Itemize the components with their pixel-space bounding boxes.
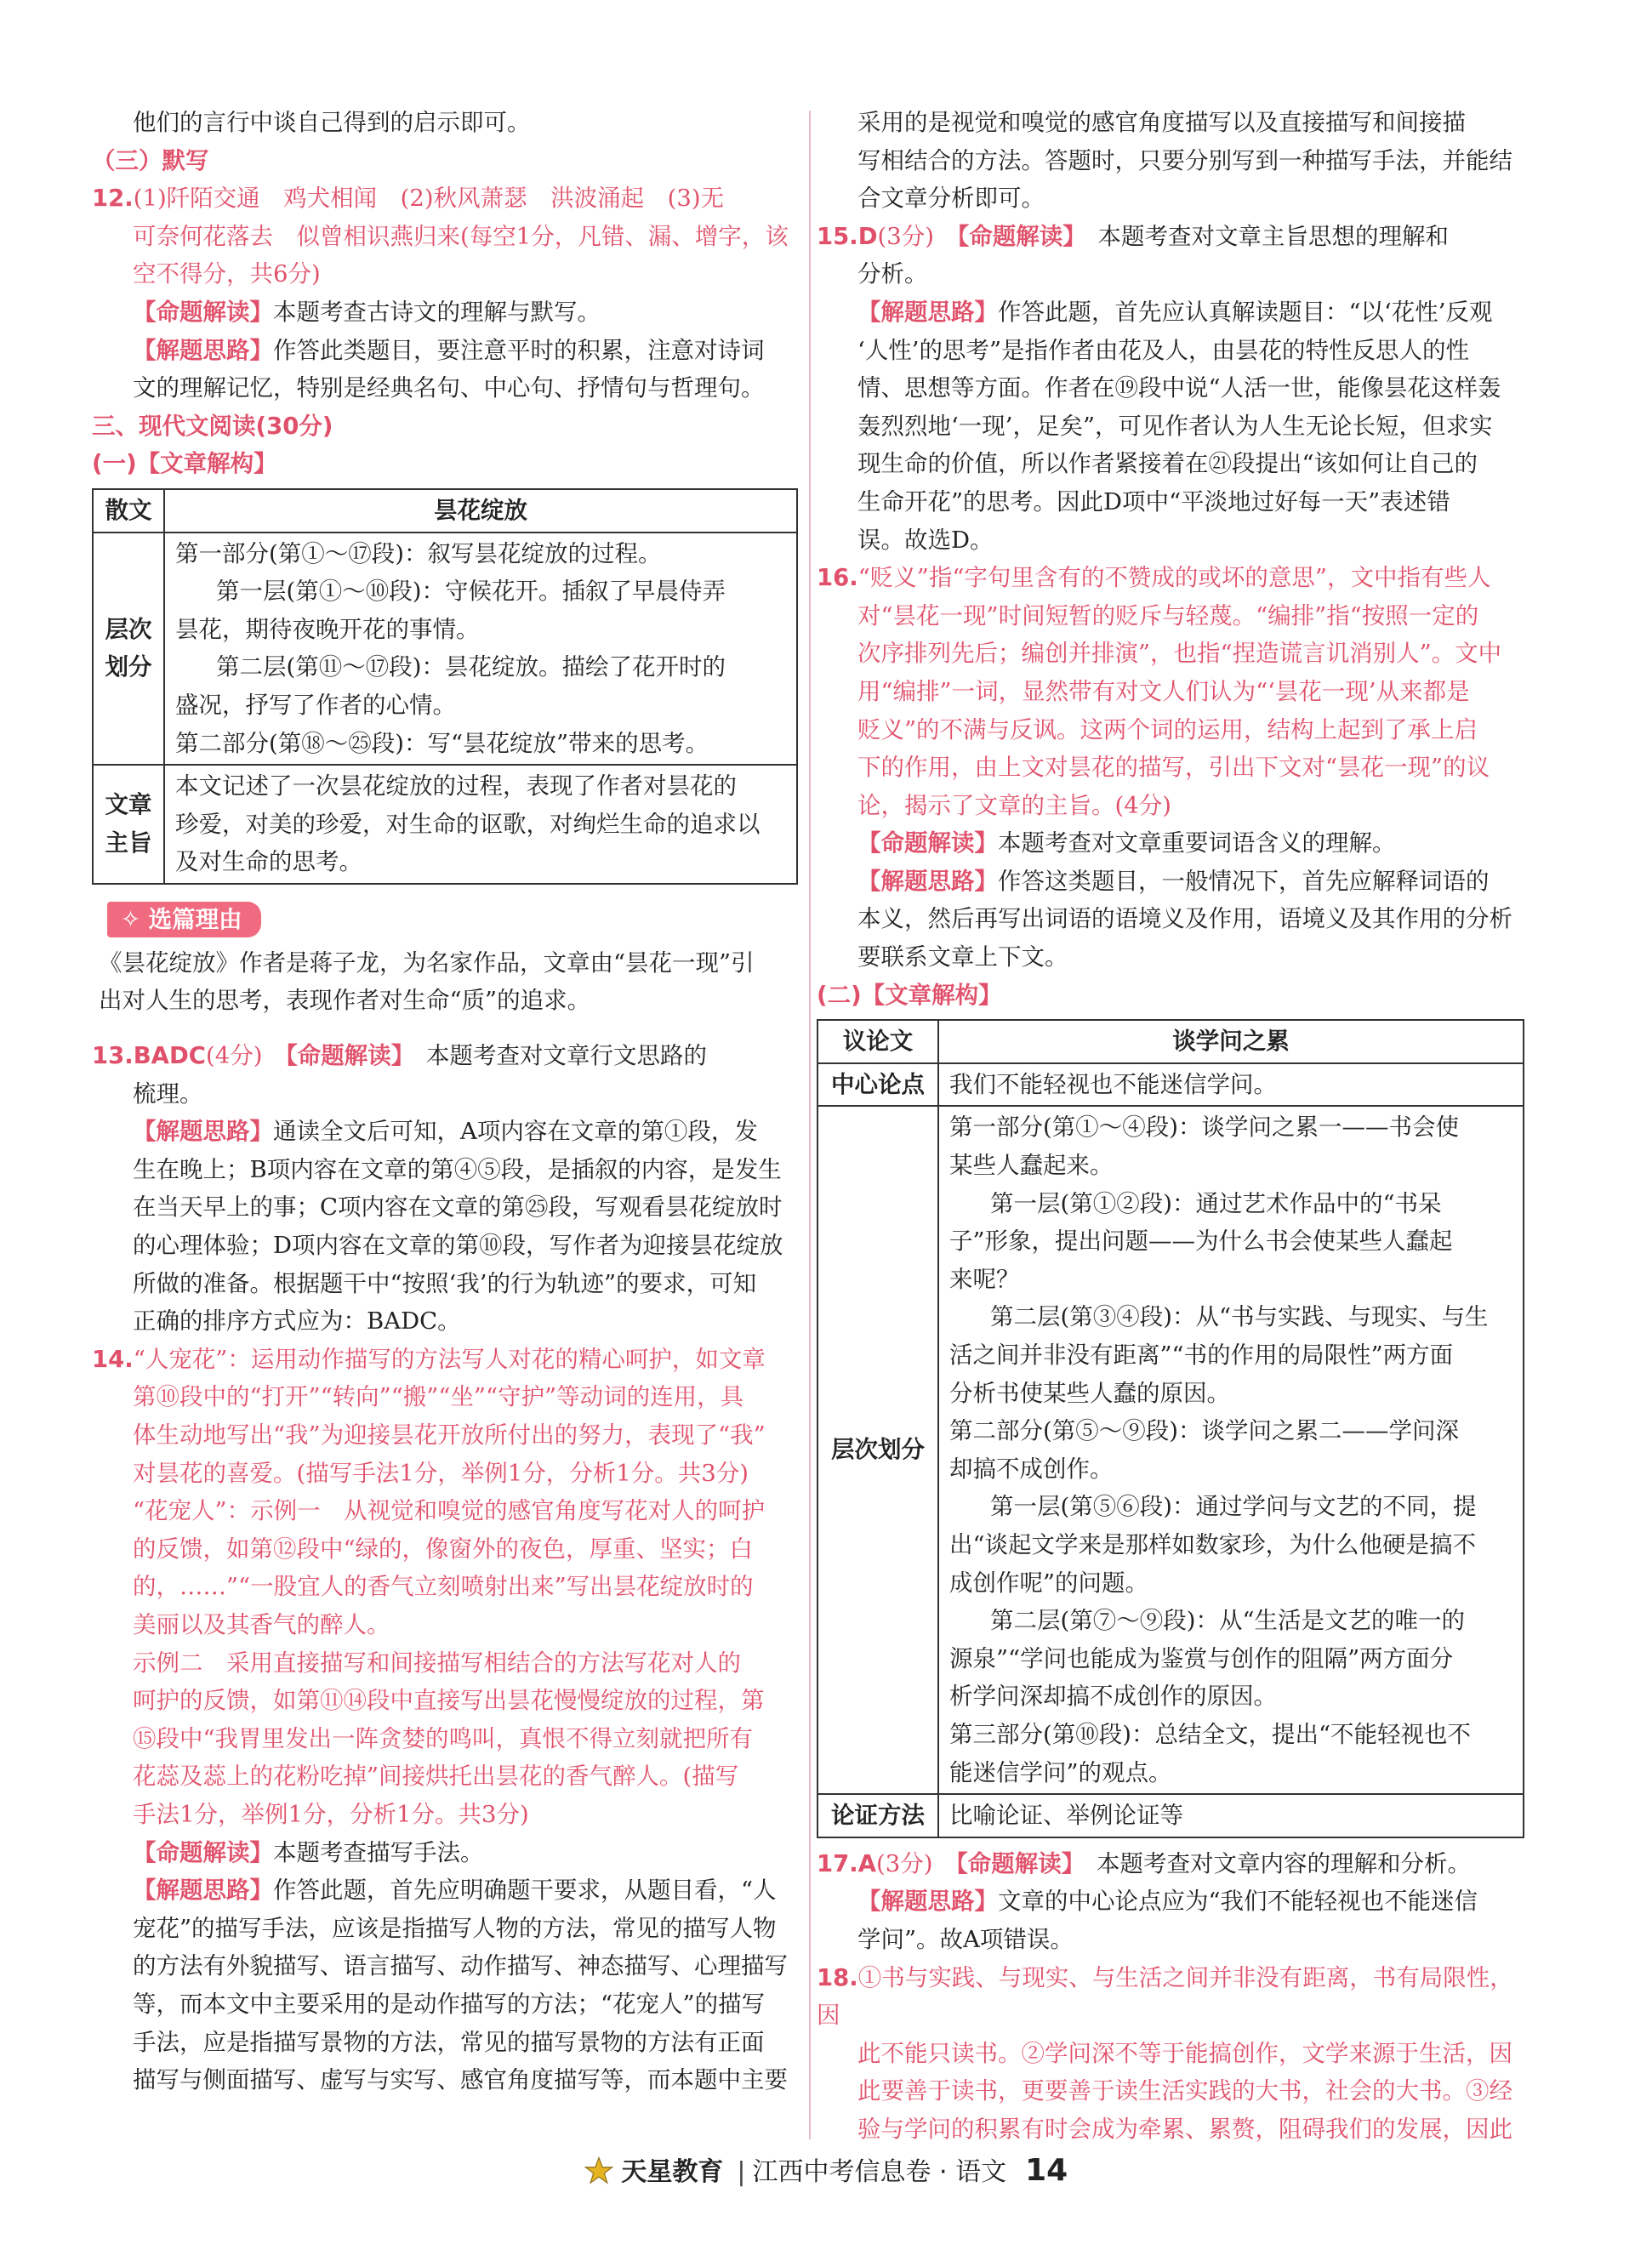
table2-line: 第二部分(第⑤～⑨段)：谈学问之累二——学问深	[949, 1417, 1459, 1445]
table1-line: 盛况，抒写了作者的心情。	[175, 691, 456, 719]
q15-s2: ‘人性’的思考”是指作者由花及人，由昙花的特性反思人的性	[857, 336, 1470, 364]
reason-line-b: 出对人生的思考，表现作者对生命“质”的追求。	[99, 987, 591, 1015]
q13-s6: 正确的排序方式应为：BADC。	[133, 1307, 461, 1336]
q17-s2: 学问”。故A项错误。	[857, 1925, 1074, 1953]
q14-a1: “人宠花”：运用动作描写的方法写人对花的精心呵护，如文章	[133, 1345, 766, 1373]
table1-row1-content	[164, 533, 797, 766]
q14-s6: 描写与侧面描写、虚写与实写、感官角度描写等，而本题中主要	[133, 2066, 788, 2094]
q15-jiedu-b: 分析。	[857, 260, 928, 288]
q13-s4: 的心理体验；D项内容在文章的第⑩段，写作者为迎接昙花绽放	[133, 1232, 783, 1260]
q16-a7: 论，揭示了文章的主旨。(4分)	[857, 791, 1171, 819]
q14-a3: 体生动地写出“我”为迎接昙花开放所付出的努力，表现了“我”	[133, 1421, 766, 1449]
q12-answer-c: 空不得分，共6分)	[133, 260, 321, 288]
question-17	[817, 1845, 1524, 1959]
q15-answer: D	[857, 222, 878, 250]
q14-a11: ⑮段中“我胃里发出一阵贪婪的鸣叫，真恨不得立刻就把所有	[133, 1724, 754, 1752]
table1-title: 昙花绽放	[164, 489, 797, 533]
q15-silu-tag: 【解题思路】	[857, 298, 998, 326]
section-two-struct: (二)【文章解构】	[817, 981, 1002, 1009]
q18-a1: ①书与实践、与现实、与生活之间并非没有距离，书有局限性，因	[817, 1963, 1513, 2030]
q15-jiedu-a: 本题考查对文章主旨思想的理解和	[1097, 222, 1450, 250]
table1-line: 第二层(第⑪～⑰段)：昙花绽放。描绘了花开时的	[216, 653, 726, 681]
q15-s7: 误。故选D。	[857, 526, 994, 554]
table1-line: 第二部分(第⑱～㉕段)：写“昙花绽放”带来的思考。	[175, 729, 709, 757]
q14-s4: 等，而本文中主要采用的是动作描写的方法；“花宠人”的描写	[133, 1990, 766, 2018]
structure-table-1	[92, 488, 798, 885]
table2-row2-label: 层次划分	[817, 1106, 938, 1794]
q15-number: 15.	[817, 222, 858, 250]
q14-a2: 第⑩段中的“打开”“转向”“搬”“坐”“守护”等动词的连用，具	[133, 1383, 744, 1411]
q17-s1: 文章的中心论点应为“我们不能轻视也不能迷信	[998, 1888, 1478, 1916]
q16-a3: 次序排列先后；编创并排演”，也指“捏造谎言讥消别人”。文中	[857, 640, 1502, 668]
table2-line: 第一层(第⑤⑥段)：通过学问与文艺的不同，提	[990, 1493, 1477, 1521]
q12-number: 12.	[92, 185, 134, 213]
q18-a3: 此要善于读书，更要善于读生活实践的大书，社会的大书。③经	[857, 2077, 1512, 2105]
q18-a4: 验与学问的积累有时会成为牵累、累赘，阻碍我们的发展，因此	[857, 2115, 1512, 2143]
q14-a6: 的反馈，如第⑫段中“绿的，像窗外的夜色，厚重、坚实；白	[133, 1535, 754, 1563]
q12-silu-tag: 【解题思路】	[133, 336, 273, 364]
q12-answer-a: (1)阡陌交通 鸡犬相闻 (2)秋风萧瑟 洪波涌起 (3)无	[133, 185, 725, 213]
table1-row2-content	[164, 765, 797, 884]
table2-title: 谈学问之累	[938, 1020, 1524, 1063]
q14-s2: 宠花”的描写手法，应该是指描写人物的方法，常见的描写人物	[133, 1914, 777, 1942]
q13-score: (4分)	[205, 1042, 263, 1070]
table2-line: 析学问深却搞不成创作的原因。	[949, 1683, 1277, 1711]
section-one-struct: (一)【文章解构】	[92, 450, 277, 478]
star-logo-icon	[584, 2156, 613, 2185]
q15-s1: 作答此题，首先应认真解读题目：“以‘花性’反观	[998, 298, 1493, 326]
question-16	[817, 559, 1524, 977]
q14-a9: 示例二 采用直接描写和间接描写相结合的方法写花对人的	[133, 1649, 741, 1677]
q16-a6: 下的作用，由上文对昙花的描写，引出下文对“昙花一现”的议	[857, 754, 1490, 782]
table2-line: 分析书使某些人蠢的原因。	[949, 1379, 1230, 1407]
q17-jiedu-text: 本题考查对文章内容的理解和分析。	[1096, 1849, 1471, 1877]
page-footer	[0, 2150, 1652, 2188]
q16-jiedu-text: 本题考查对文章重要词语含义的理解。	[998, 829, 1396, 857]
q17-score: (3分)	[876, 1849, 933, 1877]
table1-line: 昙花，期待夜晚开花的事情。	[175, 615, 480, 643]
table2-row3-text: 比喻论证、举例论证等	[938, 1794, 1524, 1837]
q15-s6: 生命开花”的思考。因此D项中“平淡地过好每一天”表述错	[857, 487, 1450, 515]
question-15	[817, 218, 1524, 559]
q16-s2: 本义，然后再写出词语的语境义及作用，语境义及其作用的分析	[857, 905, 1512, 933]
structure-table-2	[817, 1019, 1524, 1837]
q18-a2: 此不能只读书。②学问深不等于能搞创作，文学来源于生活，因	[857, 2039, 1512, 2067]
q15-s5: 现生命的价值，所以作者紧接着在㉑段提出“该如何让自己的	[857, 450, 1478, 478]
q13-s2: 生在晚上；B项内容在文章的第④⑤段，是插叙的内容，是发生	[133, 1155, 782, 1183]
q17-number: 17.	[817, 1849, 858, 1877]
q12-answer-b: 可奈何花落去 似曾相识燕归来(每空1分，凡错、漏、增字，该	[133, 222, 789, 250]
q18-number: 18.	[817, 1963, 858, 1991]
table2-line: 源泉”“学问也能成为鉴赏与创作的阻隔”两方面分	[949, 1644, 1454, 1672]
q16-a5: 贬义”的不满与反讽。这两个词的运用，结构上起到了承上启	[857, 715, 1478, 743]
q14-a4: 对昙花的喜爱。(描写手法1分，举例1分，分析1分。共3分)	[133, 1459, 749, 1487]
q13-jiedu-b: 梳理。	[133, 1079, 203, 1108]
table2-line: 来呢？	[949, 1265, 1020, 1293]
question-13	[92, 1037, 798, 1341]
q16-silu-tag: 【解题思路】	[857, 867, 998, 895]
question-18	[817, 1959, 1524, 2149]
q14-s3: 的方法有外貌描写、语言描写、动作描写、神态描写、心理描写	[133, 1952, 788, 1980]
q15-s4: 轰烈烈地‘一现’，足矣”，可见作者认为人生无论长短，但求实	[857, 412, 1493, 440]
table2-row1-text: 我们不能轻视也不能迷信学问。	[938, 1063, 1524, 1107]
footer-title: 江西中考信息卷 · 语文	[752, 2157, 1007, 2187]
q17-jiedu-tag: 【命题解读】	[955, 1849, 1074, 1877]
table2-line: 子”形象，提出问题——为什么书会使某些人蠢起	[949, 1227, 1453, 1256]
column-divider	[809, 111, 811, 2139]
q15-s3: 情、思想等方面。作者在⑲段中说“人活一世，能像昙花这样轰	[857, 374, 1501, 402]
q12-silu-b: 文的理解记忆，特别是经典名句、中心句、抒情句与哲理句。	[133, 374, 765, 402]
table1-line: 第一部分(第①～⑰段)：叙写昙花绽放的过程。	[175, 539, 662, 567]
q13-s1: 通读全文后可知，A项内容在文章的第①段，发	[273, 1118, 758, 1146]
q17-answer: A	[857, 1849, 877, 1877]
table2-line: 第三部分(第⑩段)：总结全文，提出“不能轻视也不	[949, 1720, 1472, 1748]
right-column	[817, 104, 1524, 2148]
table1-line: 珍爱，对美的珍爱，对生命的讴歌，对绚烂生命的追求以	[175, 810, 760, 838]
q13-s5: 所做的准备。根据题干中“按照‘我’的行为轨迹”的要求，可知	[133, 1269, 757, 1297]
brand-name: 天星教育	[621, 2157, 724, 2187]
q15-score: (3分)	[877, 222, 935, 250]
q14-a12: 花蕊及蕊上的花粉吃掉”间接烘托出昙花的香气醉人。(描写	[133, 1763, 739, 1791]
table2-line: 第一层(第①②段)：通过艺术作品中的“书呆	[990, 1189, 1442, 1217]
reason-line-a: 《昙花绽放》作者是蒋子龙，为名家作品，文章由“昙花一现”引	[99, 948, 755, 977]
selection-reason-badge	[107, 902, 261, 937]
q16-a1: “贬义”指“字句里含有的不赞成的或坏的意思”，文中指有些人	[857, 564, 1491, 592]
cont-line-3: 合文章分析即可。	[857, 185, 1045, 213]
q12-jiedu-text: 本题考查古诗文的理解与默写。	[273, 298, 601, 326]
q13-answer: BADC	[133, 1042, 206, 1070]
section-three: 三、现代文阅读(30分)	[92, 412, 333, 440]
table2-line: 能迷信学问”的观点。	[949, 1758, 1172, 1786]
q14-s1: 作答此题，首先应明确题干要求，从题目看，“人	[273, 1877, 777, 1905]
table1-row1-label: 层次划分	[93, 533, 164, 766]
q12-silu-a: 作答此类题目，要注意平时的积累，注意对诗词	[273, 336, 765, 364]
table2-line: 第二层(第⑦～⑨段)：从“生活是文艺的唯一的	[990, 1607, 1466, 1635]
q13-jiedu-tag: 【命题解读】	[285, 1042, 403, 1070]
q14-jiedu-text: 本题考查描写手法。	[273, 1838, 484, 1866]
q14-silu-tag: 【解题思路】	[133, 1877, 273, 1905]
table2-row3-label: 论证方法	[817, 1794, 938, 1837]
question-12	[92, 179, 798, 407]
intro-line: 他们的言行中谈自己得到的启示即可。	[133, 109, 531, 136]
q14-s5: 手法，应是指描写景物的方法，常见的描写景物的方法有正面	[133, 2028, 765, 2056]
q16-number: 16.	[817, 564, 858, 592]
cont-line-1: 采用的是视觉和嗅觉的感官角度描写以及直接描写和间接描	[857, 109, 1466, 136]
table2-row2-content	[938, 1106, 1524, 1794]
q13-silu-tag: 【解题思路】	[133, 1118, 273, 1146]
table2-line: 某些人蠢起来。	[949, 1152, 1114, 1180]
table2-line: 第二层(第③④段)：从“书与实践、与现实、与生	[990, 1303, 1489, 1331]
q14-a10: 呵护的反馈，如第⑪⑭段中直接写出昙花慢慢绽放的过程，第	[133, 1687, 765, 1715]
footer-separator: |	[737, 2157, 746, 2187]
table1-line: 本文记述了一次昙花绽放的过程，表现了作者对昙花的	[175, 772, 737, 800]
badge-label: 选篇理由	[148, 905, 242, 933]
q13-s3: 在当天早上的事；C项内容在文章的第㉕段，写观看昙花绽放时	[133, 1193, 783, 1222]
page-number: 14	[1025, 2153, 1068, 2188]
q15-jiedu-tag: 【命题解读】	[957, 222, 1075, 250]
table1-row2-label: 文章主旨	[93, 765, 164, 884]
question-14	[92, 1341, 798, 2099]
q14-a5: “花宠人”：示例一 从视觉和嗅觉的感官角度写花对人的呵护	[133, 1497, 766, 1525]
table2-line: 活之间并非没有距离”“书的作用的局限性”两方面	[949, 1341, 1454, 1369]
table2-type: 议论文	[817, 1020, 938, 1063]
table1-line: 及对生命的思考。	[175, 848, 362, 876]
q16-a2: 对“昙花一现”时间短暂的贬斥与轻蔑。“编排”指“按照一定的	[857, 601, 1479, 629]
q14-a13: 手法1分，举例1分，分析1分。共3分)	[133, 1800, 529, 1828]
table2-line: 出“谈起文学来是那样如数家珍，为什么他硬是搞不	[949, 1530, 1477, 1558]
sparkle-icon: ✧	[121, 905, 149, 933]
q13-jiedu-a: 本题考查对文章行文思路的	[425, 1042, 707, 1070]
q13-number: 13.	[92, 1042, 134, 1070]
q14-number: 14.	[92, 1345, 134, 1373]
table1-line: 第一层(第①～⑩段)：守候花开。插叙了早晨侍弄	[216, 578, 726, 606]
q16-jiedu-tag: 【命题解读】	[857, 829, 998, 857]
table1-type: 散文	[93, 489, 164, 533]
table2-line: 成创作呢”的问题。	[949, 1569, 1149, 1597]
q17-silu-tag: 【解题思路】	[857, 1888, 998, 1916]
cont-line-2: 写相结合的方法。答题时，只要分别写到一种描写手法，并能结	[857, 146, 1512, 174]
q14-a8: 美丽以及其香气的醉人。	[133, 1610, 390, 1638]
table2-line: 却搞不成创作。	[949, 1455, 1114, 1483]
table2-line: 第一部分(第①～④段)：谈学问之累一——书会使	[949, 1114, 1459, 1142]
q14-a7: 的，……”“一股宜人的香气立刻喷射出来”写出昙花绽放时的	[133, 1573, 754, 1601]
q14-jiedu-tag: 【命题解读】	[133, 1838, 273, 1866]
q16-a4: 用“编排”一词，显然带有对文人们认为“‘昙花一现’从来都是	[857, 677, 1470, 705]
q16-s1: 作答这类题目，一般情况下，首先应解释词语的	[998, 867, 1490, 895]
section-moxie: （三）默写	[92, 146, 209, 174]
q16-s3: 要联系文章上下文。	[857, 943, 1068, 971]
q12-jiedu-tag: 【命题解读】	[133, 298, 273, 326]
table2-row1-label: 中心论点	[817, 1063, 938, 1107]
left-column	[92, 104, 798, 2099]
